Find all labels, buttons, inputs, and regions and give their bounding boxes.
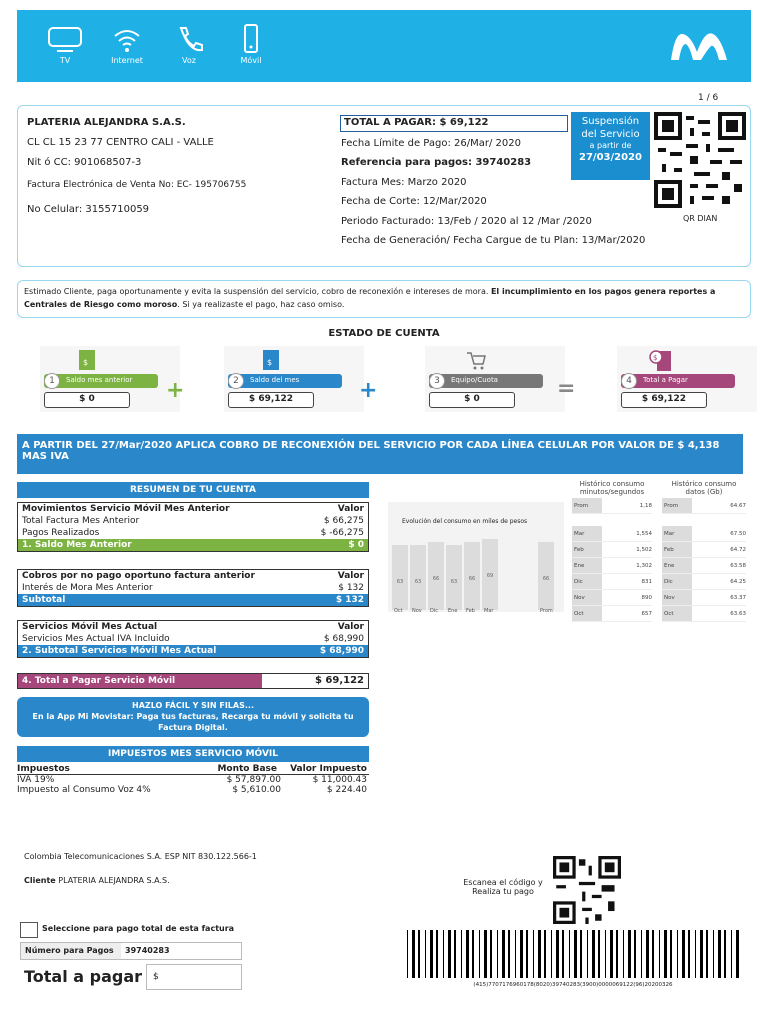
promo-box xyxy=(17,697,369,737)
movistar-logo xyxy=(667,28,737,64)
row-label: 1. Saldo Mes Anterior xyxy=(22,540,132,550)
barcode-bar xyxy=(479,930,480,978)
scan-text xyxy=(460,878,546,896)
cliente-info xyxy=(24,876,170,885)
barcode-bar xyxy=(652,930,654,978)
history-row xyxy=(572,542,652,558)
barcode-bar xyxy=(551,930,552,978)
billing-period: Periodo Facturado: 13/Feb / 2020 al 12 /Mar /2020 xyxy=(341,216,592,227)
chart-bar: 63 xyxy=(446,545,462,610)
history-value: 831 xyxy=(641,579,652,585)
barcode-bar xyxy=(466,930,469,978)
barcode-bar xyxy=(520,930,523,978)
col-header: Valor xyxy=(337,504,364,514)
suspension-line-3: a partir de xyxy=(589,141,632,150)
row-label: Interés de Mora Mes Anterior xyxy=(22,583,153,593)
table-total xyxy=(18,594,368,606)
cliente-label: Cliente xyxy=(24,876,56,885)
history-row xyxy=(572,590,652,606)
barcode-bar xyxy=(562,930,564,978)
history-row xyxy=(662,498,746,514)
barcode-bar xyxy=(677,930,678,978)
chart-category-label: Nov xyxy=(412,608,422,614)
history-period: Nov xyxy=(572,590,602,605)
chart-bar: 63 xyxy=(392,545,408,610)
history-value: 1,302 xyxy=(636,563,652,569)
resumen-header: RESUMEN DE TU CUENTA xyxy=(17,482,369,498)
cell: Impuesto al Consumo Voz 4% xyxy=(17,785,151,795)
table-cobros-mora xyxy=(17,569,369,607)
row-label: Subtotal xyxy=(22,595,66,605)
cart-icon xyxy=(465,349,487,371)
row-value: $ -66,275 xyxy=(320,528,364,538)
impuestos-header: IMPUESTOS MES SERVICIO MÓVIL xyxy=(17,746,369,762)
tv-label: TV xyxy=(59,56,71,65)
row-value: $ 132 xyxy=(335,595,364,605)
history-period: Oct xyxy=(572,606,602,621)
cliente-name: PLATERIA ALEJANDRA S.A.S. xyxy=(58,876,170,885)
barcode-bar xyxy=(628,930,631,978)
step-number: 3 xyxy=(429,373,445,389)
step-label: Saldo mes anterior xyxy=(44,374,158,388)
barcode-bar xyxy=(713,930,714,978)
history-period: Mar xyxy=(572,526,602,541)
barcode-bar xyxy=(641,930,642,978)
history-period: Feb xyxy=(572,542,602,557)
step-value: $ 0 xyxy=(44,392,130,408)
payment-notice xyxy=(17,280,751,318)
step-value: $ 0 xyxy=(429,392,515,408)
barcode-bar xyxy=(598,930,600,978)
payment-reference: Referencia para pagos: 39740283 xyxy=(341,157,532,168)
step-saldo-anterior xyxy=(40,346,180,412)
history-value: 1,554 xyxy=(636,531,652,537)
step-total xyxy=(617,346,757,412)
total-label: 4. Total a Pagar Servicio Móvil xyxy=(18,674,262,688)
col-header: Servicios Móvil Mes Actual xyxy=(22,622,158,632)
payment-number-value: 39740283 xyxy=(125,946,170,955)
history-value: 1,18 xyxy=(639,503,652,509)
customer-address: CL CL 15 23 77 CENTRO CALI - VALLE xyxy=(27,137,214,148)
consumption-chart xyxy=(388,502,564,612)
history-value: 63.63 xyxy=(730,611,746,617)
generation-date: Fecha de Generación/ Fecha Cargue de tu Plan: 13/Mar/2020 xyxy=(341,235,646,246)
table-row xyxy=(18,515,368,527)
barcode-bar xyxy=(490,930,492,978)
qr-dian-label: QR DIAN xyxy=(683,214,718,223)
scan-line-1: Escanea el código y xyxy=(463,878,543,887)
chart-category-label: Ene xyxy=(448,608,458,614)
plus-icon: + xyxy=(359,378,378,403)
chart-bar: 66 xyxy=(428,542,444,610)
history-value: 67.50 xyxy=(730,531,746,537)
row-value: $ 68,990 xyxy=(323,634,364,644)
barcode-bar xyxy=(556,930,559,978)
barcode-bar xyxy=(682,930,685,978)
history-period: Prom xyxy=(572,498,602,513)
chart-category-label: Mar xyxy=(484,608,494,614)
barcode-bar xyxy=(508,930,510,978)
history-row xyxy=(572,558,652,574)
history-period: Feb xyxy=(662,542,692,557)
barcode-bar xyxy=(454,930,456,978)
suspension-notice xyxy=(571,112,650,180)
history-period: Nov xyxy=(662,590,692,605)
history-value: 63.37 xyxy=(730,595,746,601)
barcode-bar xyxy=(634,930,636,978)
page-number: 1 / 6 xyxy=(698,93,719,103)
historico-datos xyxy=(662,480,746,622)
barcode-bar xyxy=(718,930,721,978)
plus-icon: + xyxy=(166,378,185,403)
chart-bar: 66 xyxy=(464,542,480,610)
voz-label: Voz xyxy=(182,56,196,65)
barcode-bar xyxy=(425,930,426,978)
step-label: Total a Pagar xyxy=(621,374,735,388)
history-row xyxy=(662,606,746,622)
barcode-bar xyxy=(688,930,690,978)
barcode-bar xyxy=(526,930,528,978)
history-period: Ene xyxy=(662,558,692,573)
svg-text:$: $ xyxy=(83,358,89,367)
barcode-bar xyxy=(623,930,624,978)
qr-dian-code xyxy=(654,112,746,208)
chart-bar: 66 xyxy=(538,542,554,610)
total-to-pay: TOTAL A PAGAR: $ 69,122 xyxy=(340,115,568,132)
svg-text:$: $ xyxy=(653,354,658,362)
barcode-bar xyxy=(670,930,672,978)
cell: $ 5,610.00 xyxy=(232,785,281,795)
barcode-bar xyxy=(502,930,505,978)
history-period: Prom xyxy=(662,498,692,513)
barcode-bar xyxy=(695,930,696,978)
barcode-bar xyxy=(574,930,577,978)
suspension-line-2: del Servicio xyxy=(581,129,640,140)
barcode-bar xyxy=(484,930,487,978)
movil-label: Móvil xyxy=(240,56,262,65)
step-number: 2 xyxy=(228,373,244,389)
payment-number-label: Número para Pagos xyxy=(21,943,121,959)
step-number: 4 xyxy=(621,373,637,389)
barcode-bar xyxy=(646,930,649,978)
receipt-icon xyxy=(649,349,673,373)
brand-header xyxy=(17,10,751,82)
barcode-bar xyxy=(610,930,613,978)
notice-bold: El incumplimiento en los pagos genera reportes a Centrales de Riesgo como moroso xyxy=(24,287,716,309)
table-row xyxy=(18,527,368,539)
table-row xyxy=(17,785,369,795)
barcode-bar xyxy=(700,930,703,978)
col-header: Valor xyxy=(337,571,364,581)
table-header xyxy=(17,764,369,775)
barcode-bar xyxy=(605,930,606,978)
row-label: Pagos Realizados xyxy=(22,528,100,538)
company-info: Colombia Telecomunicaciones S.A. ESP NIT 830.122.566-1 xyxy=(24,852,257,861)
table-row xyxy=(18,633,368,645)
barcode-bar xyxy=(538,930,541,978)
history-row xyxy=(572,574,652,590)
pay-total-checkbox[interactable] xyxy=(20,922,38,938)
barcode-bar xyxy=(544,930,546,978)
table-row xyxy=(17,775,369,785)
history-row xyxy=(572,498,652,514)
barcode-text: (415)7707176960178(8020)39740283(3900)0000069122(96)20200326 xyxy=(473,982,673,988)
barcode-bar xyxy=(731,930,732,978)
history-period: Ene xyxy=(572,558,602,573)
barcode-bar xyxy=(724,930,726,978)
barcode-bar xyxy=(515,930,516,978)
history-value: 64.72 xyxy=(730,547,746,553)
barcode-bar xyxy=(664,930,667,978)
barcode-bar xyxy=(412,930,415,978)
history-title: Histórico consumo minutos/segundos xyxy=(579,480,645,496)
barcode-bar xyxy=(418,930,420,978)
wifi-icon xyxy=(97,24,157,65)
chart-categories xyxy=(388,608,564,618)
step-label: Saldo del mes xyxy=(228,374,342,388)
internet-label: Internet xyxy=(111,56,143,65)
col-header: Movimientos Servicio Móvil Mes Anterior xyxy=(22,504,230,514)
row-value: $ 68,990 xyxy=(319,646,364,656)
table-mes-anterior xyxy=(17,502,369,552)
promo-text: En la App Mi Movistar: Paga tus facturas, Recarga tu móvil y solicita tu Factura Digital. xyxy=(32,712,354,733)
chart-title: Evolución del consumo en miles de pesos xyxy=(402,518,528,525)
phone-icon xyxy=(159,24,219,65)
row-value: $ 66,275 xyxy=(323,516,364,526)
barcode-bar xyxy=(533,930,534,978)
equals-icon: = xyxy=(557,376,576,401)
col-header: Monto Base xyxy=(217,764,277,774)
chart-category-label: Dic xyxy=(430,608,438,614)
chart-bars xyxy=(388,528,564,610)
history-value: 63.58 xyxy=(730,563,746,569)
promo-title: HAZLO FÁCIL Y SIN FILAS... xyxy=(132,701,254,710)
total-value: $ 69,122 xyxy=(314,675,364,686)
history-period: Dic xyxy=(572,574,602,589)
row-label: 2. Subtotal Servicios Móvil Mes Actual xyxy=(22,646,217,656)
customer-name: PLATERIA ALEJANDRA S.A.S. xyxy=(27,117,186,128)
cell: $ 224.40 xyxy=(326,785,367,795)
step-equipo xyxy=(425,346,565,412)
historico-minutos xyxy=(572,480,652,622)
cell: IVA 19% xyxy=(17,775,55,785)
history-row xyxy=(662,542,746,558)
payment-number-field xyxy=(20,942,242,960)
suspension-line-1: Suspensión xyxy=(581,116,640,127)
cell: $ 11,000.43 xyxy=(312,775,367,785)
document-icon xyxy=(262,349,280,371)
chart-category-label: Oct xyxy=(394,608,403,614)
estado-title: ESTADO DE CUENTA xyxy=(328,328,440,339)
chart-bar: 69 xyxy=(482,539,498,610)
step-value: $ 69,122 xyxy=(621,392,707,408)
barcode-bar xyxy=(569,930,570,978)
payment-barcode xyxy=(403,930,743,978)
due-date: Fecha Límite de Pago: 26/Mar/ 2020 xyxy=(341,138,521,149)
customer-phone: No Celular: 3155710059 xyxy=(27,204,150,215)
payment-qr-code xyxy=(553,856,621,924)
history-value: 890 xyxy=(641,595,652,601)
barcode-bar xyxy=(436,930,438,978)
table-total-pagar xyxy=(17,673,369,689)
col-header: Valor xyxy=(337,622,364,632)
barcode-bar xyxy=(659,930,660,978)
reconnection-banner: A PARTIR DEL 27/Mar/2020 APLICA COBRO DE RECONEXIÓN DEL SERVICIO POR CADA LÍNEA CELULAR POR VALOR DE $ 4,138 MAS IVA xyxy=(17,434,743,474)
table-header xyxy=(18,570,368,582)
barcode-bar xyxy=(592,930,595,978)
table-header xyxy=(18,621,368,633)
history-value: 64.25 xyxy=(730,579,746,585)
history-period: Oct xyxy=(662,606,692,621)
history-row xyxy=(572,606,652,622)
tv-icon xyxy=(35,24,95,65)
cell: $ 57,897.00 xyxy=(226,775,281,785)
history-row xyxy=(662,574,746,590)
invoice-month: Factura Mes: Marzo 2020 xyxy=(341,177,467,188)
barcode-bar xyxy=(497,930,498,978)
history-period: Dic xyxy=(662,574,692,589)
table-header xyxy=(18,503,368,515)
total-pay-input[interactable]: $ xyxy=(146,964,242,990)
table-total xyxy=(18,645,368,657)
pay-total-label: Seleccione para pago total de esta factura xyxy=(42,924,235,933)
barcode-bar xyxy=(736,930,739,978)
barcode-bar xyxy=(430,930,433,978)
history-title: Histórico consumo datos (Gb) xyxy=(671,480,737,496)
barcode-bar xyxy=(616,930,618,978)
row-label: Servicios Mes Actual IVA Incluido xyxy=(22,634,170,644)
barcode-bar xyxy=(407,930,408,978)
table-mes-actual xyxy=(17,620,369,658)
history-period: Mar xyxy=(662,526,692,541)
cut-date: Fecha de Corte: 12/Mar/2020 xyxy=(341,196,487,207)
barcode-bar xyxy=(580,930,582,978)
history-value: 64.67 xyxy=(730,503,746,509)
barcode-bar xyxy=(472,930,474,978)
col-header: Cobros por no pago oportuno factura anterior xyxy=(22,571,255,581)
row-value: $ 0 xyxy=(348,540,364,550)
history-row xyxy=(662,590,746,606)
mobile-icon xyxy=(221,24,281,65)
customer-nit: Nit ó CC: 901068507-3 xyxy=(27,157,142,168)
barcode-bar xyxy=(706,930,708,978)
col-header: Impuestos xyxy=(17,764,70,774)
barcode-bar xyxy=(448,930,451,978)
step-saldo-mes xyxy=(224,346,364,412)
col-header: Valor Impuesto xyxy=(290,764,367,774)
table-row xyxy=(18,582,368,594)
document-icon xyxy=(78,349,96,371)
suspension-date: 27/03/2020 xyxy=(579,152,642,164)
chart-category-label: Feb xyxy=(466,608,475,614)
row-label: Total Factura Mes Anterior xyxy=(22,516,140,526)
barcode-bar xyxy=(443,930,444,978)
step-number: 1 xyxy=(44,373,60,389)
barcode-bar xyxy=(587,930,588,978)
row-value: $ 132 xyxy=(338,583,364,593)
scan-line-2: Realiza tu pago xyxy=(472,887,534,896)
impuestos-table xyxy=(17,764,369,795)
history-row xyxy=(662,558,746,574)
barcode-bar xyxy=(461,930,462,978)
notice-text: Estimado Cliente, paga oportunamente y evita la suspensión del servicio, cobro de reconexión e intereses de mora. xyxy=(24,287,491,296)
step-label: Equipo/Cuota xyxy=(429,374,543,388)
history-row xyxy=(662,526,746,542)
step-value: $ 69,122 xyxy=(228,392,314,408)
notice-tail: . Si ya realizaste el pago, haz caso omiso. xyxy=(177,299,345,309)
chart-bar: 63 xyxy=(410,545,426,610)
total-pay-label: Total a pagar xyxy=(24,967,143,986)
chart-category-label: Prom xyxy=(540,608,553,614)
svg-text:$: $ xyxy=(267,358,273,367)
invoice-number: Factura Electrónica de Venta No: EC- 195706755 xyxy=(27,180,247,190)
history-value: 1,502 xyxy=(636,547,652,553)
history-value: 657 xyxy=(641,611,652,617)
history-row xyxy=(572,526,652,542)
table-total xyxy=(18,539,368,551)
